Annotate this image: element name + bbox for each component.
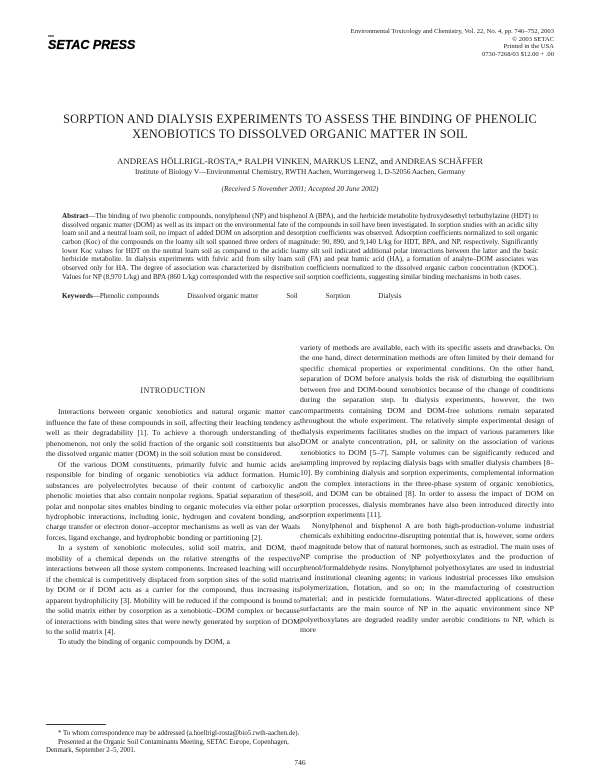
paragraph: In a system of xenobiotic molecules, solid soil matrix, and DOM, the mobility of a chemical depends on the relative strengths of the respective interactions between all those system components. Increased leaching will occur if the chemical is competitively displaced from sorption sites of the solid matrix by DOM or if DOM acts as a carrier for the compound, thus increasing its apparent hydrophilicity [3]. Mobility will be reduced if the compound is bound to the solid matrix either by cosorption as a xenobiotic–DOM complex or because of interactions with binding sites that were newly generated by sorption of DOM to the solid matrix [4]. bbox=[46, 543, 300, 636]
affiliation: Institute of Biology V—Environmental Chemistry, RWTH Aachen, Worringerweg 1, D-52056 Aachen, Germany bbox=[134, 167, 465, 176]
column-left-body bbox=[46, 407, 300, 721]
abstract-text: —The binding of two phenolic compounds, nonylphenol (NP) and bisphenol A (BPA), and the herbicide metabolite hydroxydesethyl terbuthylazine (HDT) to dissolved organic matter (DOM) as well as its impact on the environmental fate of the compounds in soil have been investigated. In sorption studies with an acidic silty loam soil and a neutral loam soil, no impact of added DOM on adsorption and desorption coefficients was observed. Adsorption coefficients normalized to soil organic carbon (Koc) of the compounds on the loamy silt soil spanned three orders of magnitude: 90, 890, and 9,140 L/kg for HDT, BPA, and NP, respectively. Significantly lower Koc values for HDT on the neutral loam soil as compared to the acidic loamy silt soil indicated additional polar interactions between the latter and the basic herbicide metabolite. In dialysis experiments with fulvic acid from silty loam soil (FA) and peat humic acid (HA), a formation of analyte–DOM associates was observed only for HA. The degree of association was characterized by distribution coefficients normalized to the dissolved organic carbon concentration (KDOC). Values for NP (8,970 L/kg) and BPA (860 L/kg) corresponded with the respective soil sorption coefficients, suggesting similar binding mechanisms in both cases. bbox=[62, 212, 538, 281]
keyword: Dialysis bbox=[378, 292, 402, 300]
section-heading-introduction: INTRODUCTION bbox=[140, 386, 206, 395]
paper-title: SORPTION AND DIALYSIS EXPERIMENTS TO ASSESS THE BINDING OF PHENOLIC XENOBIOTICS TO DISSOLVED ORGANIC MATTER IN SOIL bbox=[63, 112, 537, 141]
received-dates: (Received 5 November 2001; Accepted 20 June 2002) bbox=[221, 184, 379, 193]
setac-press-logo bbox=[46, 32, 136, 56]
keyword: —Phenolic compounds bbox=[92, 292, 160, 300]
journal-info bbox=[254, 28, 554, 58]
abstract bbox=[62, 212, 538, 281]
issn-price: 0730-7268/03 $12.00 + .00 bbox=[481, 50, 554, 58]
paragraph: Of the various DOM constituents, primarily fulvic and humic acids are responsible for binding of organic xenobiotics via adduct formation. Humic substances are polyelectrolytes because of their content of carboxylic and phenolic moieties that also contain nonpolar regions. Spatial separation of these polar and nonpolar sites enables binding to organic molecules via either polar or hydrophobic interactions, including ionic, hydrogen and covalent bonding, and charge transfer or electron donor–acceptor mechanisms as well as van der Waals forces, ligand exchange, and hydrophobic bonding or partitioning [2]. bbox=[46, 459, 300, 542]
footnotes bbox=[46, 730, 300, 755]
paragraph: Interactions between organic xenobiotics and natural organic matter can influence the fate of these compounds in soil, affecting their leaching tendency as well as their degradability [1]. To achieve a thorough understanding of the phenomenon, not only the solid fraction of the organic soil constituents but also the dissolved organic matter (DOM) in the soil solution must be considered. bbox=[46, 407, 300, 459]
footnote-correspondence: * To whom correspondence may be addressed (a.hoellrigl-rosta@bio5.rwth-aachen.de). bbox=[58, 730, 300, 738]
keyword: Soil bbox=[286, 292, 298, 300]
printed-in: Printed in the USA bbox=[503, 43, 554, 51]
keywords bbox=[62, 292, 538, 301]
svg-text:SETAC PRESS: SETAC PRESS bbox=[48, 38, 136, 52]
abstract-label: Abstract bbox=[62, 212, 89, 220]
page-number: 746 bbox=[294, 758, 306, 767]
journal-citation: Environmental Toxicology and Chemistry, Vol. 22, No. 4, pp. 746–752, 2003 bbox=[350, 28, 554, 35]
keyword: Sorption bbox=[325, 292, 351, 300]
column-right bbox=[300, 343, 554, 755]
paragraph: To study the binding of organic compounds by DOM, a bbox=[58, 637, 230, 647]
author-list: ANDREAS HÖLLRIGL-ROSTA,* RALPH VINKEN, MARKUS LENZ, and ANDREAS SCHÄFFER bbox=[117, 156, 483, 166]
footnote-presented: Presented at the Organic Soil Contaminants Meeting, SETAC Europe, Copenhagen, Denmark, September 2–5, 2001. bbox=[46, 738, 289, 755]
footnote-divider bbox=[46, 724, 106, 725]
paragraph: Nonylphenol and bisphenol A are both high-production-volume industrial chemicals exhibiting endocrine-disrupting potential that is, however, some orders of magnitude below that of natural hormones, such as estradiol. The main uses of NP comprise the production of NP polyethoxylates and the production of phenol/formaldehyde resins. Nonylphenol polyethoxylates are used in industrial and institutional cleaning agents; in various industrial processes like emulsion polymerization, flotation, and so on; in the manufacturing of construction material; and in pesticide formulations. Water-directed applications of these surfactants are the main source of NP in the aquatic environment since NP polyethoxylates are degraded readily under aerobic conditions to NP, which is more bbox=[300, 520, 554, 635]
paragraph: variety of methods are available, each with its specific assets and drawbacks. On the one hand, direct determination methods are often limited by their demand for specific chemical properties or experimental conditions. On the other hand, separation of DOM before analysis holds the risk of disturbing the equilibrium between free and DOM-bound xenobiotics because of the change of conditions during the separation step. In dialysis experiments, however, the two compartments containing DOM and DOM-free solutions remain separated throughout the whole experiment. The relatively simple experimental design of dialysis experiments facilitates studies on the impact of various parameters like DOM or analyte concentration, pH, or salinity on the association of various xenobiotics to DOM [5–7]. Sample volumes can be significantly reduced and sampling improved by replacing dialysis bags with smaller dialysis chambers [8–10]. By combining dialysis and sorption experiments, complemental information on the complex interactions in the three-phase system of organic xenobiotics, soil, and DOM can be obtained [8]. In order to assess the impact of DOM on sorption processes, dialysis membranes have also been introduced directly into sorption experiments [11]. bbox=[300, 343, 554, 520]
keywords-label: Keywords bbox=[62, 292, 93, 300]
column-left bbox=[46, 386, 300, 755]
keyword: Dissolved organic matter bbox=[187, 292, 259, 300]
copyright: © 2003 SETAC bbox=[512, 35, 554, 43]
